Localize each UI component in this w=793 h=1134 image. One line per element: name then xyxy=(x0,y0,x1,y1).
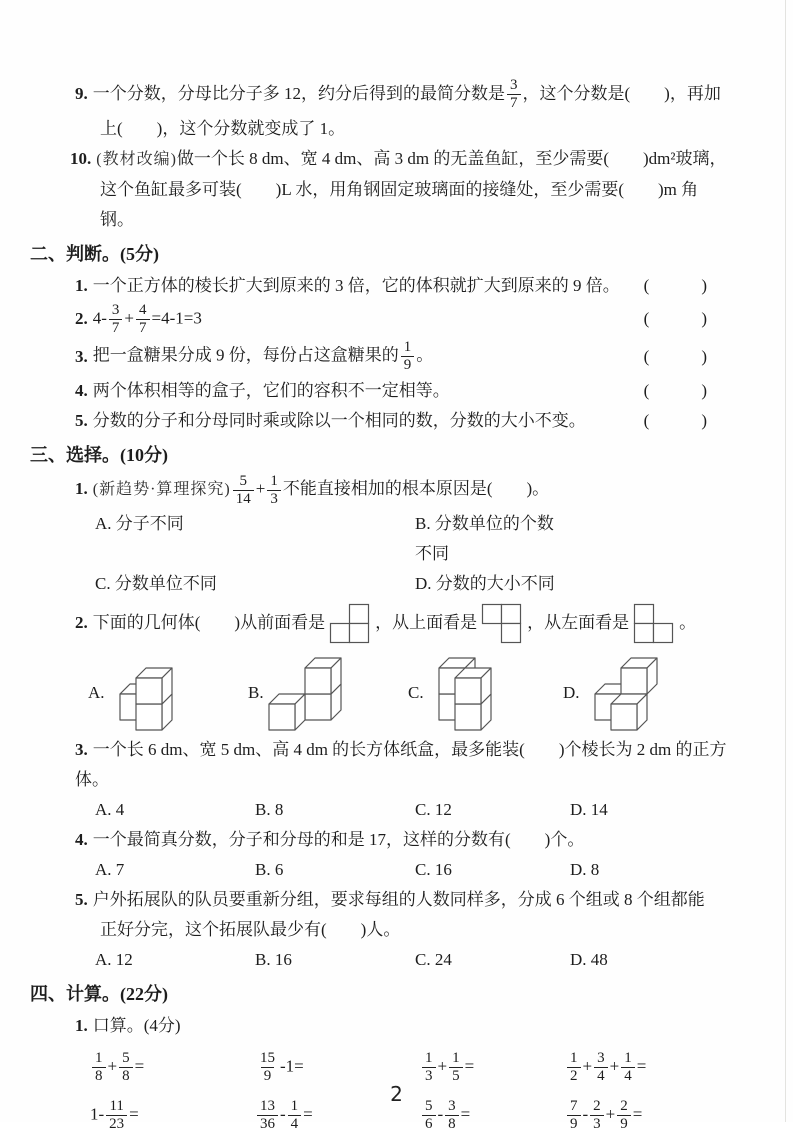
fraction: $\frac{1}{3}$ xyxy=(267,473,281,509)
choice-1-option-d: D. 分数的大小不同 xyxy=(415,569,570,599)
choice-4-options xyxy=(95,855,763,885)
fraction: $\frac{1}{4}$ xyxy=(621,1050,635,1086)
calc-sub-1-number: 1. xyxy=(75,1016,88,1035)
figure-a-label: A. xyxy=(88,683,105,703)
text-run: ，从上面看是 xyxy=(375,613,477,632)
choice-3-option-b: B. 8 xyxy=(255,795,415,825)
text-run: 这个鱼缸最多可装( )L 水，用角钢固定玻璃面的接缝处，至少需要( )m 角钢。 xyxy=(100,180,698,229)
question-10-line-1 xyxy=(70,144,731,175)
choice-3-options xyxy=(95,795,763,825)
choice-2-figure-a xyxy=(88,653,248,733)
choice-3-option-a: A. 4 xyxy=(95,795,255,825)
fraction: $\frac{3}{7}$ xyxy=(109,302,123,338)
choice-2-line xyxy=(75,603,731,645)
text-run: ，从左面看是 xyxy=(527,613,629,632)
figure-d-cubes-drawing xyxy=(583,653,663,733)
question-10-text xyxy=(96,149,726,168)
top-view-shape xyxy=(481,603,523,645)
fraction: $\frac{4}{7}$ xyxy=(136,302,150,338)
text-run: = xyxy=(129,1104,139,1123)
text-run: = xyxy=(303,1104,313,1123)
judge-item-1-text xyxy=(93,271,620,301)
section-calc-title: 四、计算。(22分) xyxy=(30,977,793,1011)
choice-5-text-1 xyxy=(93,890,705,909)
choice-1-options-row-1 xyxy=(95,509,763,569)
judge-item-4 xyxy=(75,376,713,406)
choice-1-option-a: A. 分子不同 xyxy=(95,509,255,569)
fraction: $\frac{5}{6}$ xyxy=(422,1098,436,1134)
text-run: = xyxy=(637,1057,647,1076)
judge-item-1-answer-blank: ( ) xyxy=(644,271,713,301)
judge-item-2-answer-blank: ( ) xyxy=(644,304,713,334)
fraction: $\frac{2}{9}$ xyxy=(617,1098,631,1134)
fraction: $\frac{5}{8}$ xyxy=(119,1050,133,1086)
front-view-shape xyxy=(329,603,371,645)
text-run: 不能直接相加的根本原因是( )。 xyxy=(283,479,549,498)
judge-item-2 xyxy=(75,301,713,339)
choice-5-line-2 xyxy=(100,915,731,945)
choice-4-number: 4. xyxy=(75,830,88,849)
choice-1-option-b: B. 分数单位的个数不同 xyxy=(415,509,570,569)
text-run: 一个最简真分数，分子和分母的和是 17，这样的分数有( )个。 xyxy=(93,830,585,849)
text-run: 正好分完，这个拓展队最少有( )人。 xyxy=(100,920,400,939)
choice-4-line xyxy=(75,825,731,855)
judge-item-4-number: 4. xyxy=(75,376,88,406)
fraction: $\frac{1}{8}$ xyxy=(92,1050,106,1086)
choice-4-option-c: C. 16 xyxy=(415,855,570,885)
judge-item-5-number: 5. xyxy=(75,406,88,436)
judge-item-3-answer-blank: ( ) xyxy=(644,342,713,372)
section-judge-title: 二、判断。(5分) xyxy=(30,237,793,271)
text-run: = xyxy=(461,1104,471,1123)
text-run: 做一个长 8 dm、宽 4 dm、高 3 dm 的无盖鱼缸，至少需要( )dm²玻璃， xyxy=(177,149,727,168)
mental-math-expr-2 xyxy=(255,1049,420,1087)
question-tag-hint: (新趋势·算理探究) xyxy=(93,481,231,498)
fraction: $\frac{13}{36}$ xyxy=(257,1098,278,1134)
question-9-line-2 xyxy=(100,114,731,144)
choice-5-option-c: C. 24 xyxy=(415,945,570,975)
text-run: 4- xyxy=(93,308,107,327)
question-10-number: 10. xyxy=(70,149,91,168)
section-choice-title: 三、选择。(10分) xyxy=(30,438,793,472)
figure-b-cubes-drawing xyxy=(267,653,347,733)
choice-4-option-d: D. 8 xyxy=(570,855,763,885)
fraction: $\frac{11}{23}$ xyxy=(106,1098,127,1134)
text-run: - xyxy=(438,1104,444,1123)
scan-edge-line xyxy=(785,0,786,1122)
choice-4-text xyxy=(93,830,585,849)
judge-item-3-number: 3. xyxy=(75,342,88,372)
fraction: $\frac{2}{3}$ xyxy=(590,1098,604,1134)
fraction: $\frac{15}{9}$ xyxy=(257,1050,278,1086)
choice-3-number: 3. xyxy=(75,740,88,759)
choice-5-line-1 xyxy=(75,885,731,915)
mental-math-expr-4 xyxy=(565,1049,763,1087)
choice-5-option-d: D. 48 xyxy=(570,945,763,975)
mental-math-expr-1 xyxy=(90,1049,255,1087)
judge-item-2-number: 2. xyxy=(75,304,88,334)
choice-2-figures xyxy=(88,653,793,733)
figure-c-cubes-drawing xyxy=(427,653,507,733)
choice-3-text xyxy=(75,740,726,789)
fraction: $\frac{3}{8}$ xyxy=(445,1098,459,1134)
choice-2-figure-c xyxy=(408,653,563,733)
text-run: + xyxy=(256,479,266,498)
text-run: - xyxy=(583,1104,589,1123)
judge-item-2-text xyxy=(93,301,202,339)
choice-5-options xyxy=(95,945,763,975)
choice-3-option-c: C. 12 xyxy=(415,795,570,825)
question-10-line-2 xyxy=(100,175,731,235)
figure-d-label: D. xyxy=(563,683,580,703)
choice-4-option-a: A. 7 xyxy=(95,855,255,885)
question-9-text xyxy=(93,84,721,103)
fraction: $\frac{1}{2}$ xyxy=(567,1050,581,1086)
choice-5-option-b: B. 16 xyxy=(255,945,415,975)
choice-2-number: 2. xyxy=(75,613,88,632)
judge-item-3-text xyxy=(93,338,434,376)
choice-2-figure-b xyxy=(248,653,408,733)
text-run: 。 xyxy=(679,613,696,632)
left-view-shape xyxy=(633,603,675,645)
fraction: $\frac{3}{4}$ xyxy=(594,1050,608,1086)
mental-math-row-1 xyxy=(90,1049,763,1087)
text-run: 一个长 6 dm、宽 5 dm、高 4 dm 的长方体纸盒，最多能装( )个棱长为 2 dm 的正方体。 xyxy=(75,740,726,789)
choice-1-line xyxy=(75,472,731,510)
text-run: 上( )，这个分数就变成了 1。 xyxy=(100,119,345,138)
text-run: + xyxy=(438,1057,448,1076)
text-run: - xyxy=(280,1104,286,1123)
text-run: ，这个分数是( )，再加 xyxy=(523,84,721,103)
fraction: $\frac{7}{9}$ xyxy=(567,1098,581,1134)
choice-3-line xyxy=(75,735,731,795)
choice-2-figure-d xyxy=(563,653,663,733)
judge-item-5-answer-blank: ( ) xyxy=(644,406,713,436)
text-run: 。 xyxy=(416,346,433,365)
calc-sub-1-heading xyxy=(75,1011,731,1041)
text-run: = xyxy=(135,1057,145,1076)
text-run: -1= xyxy=(280,1057,304,1076)
text-run: 一个正方体的棱长扩大到原来的 3 倍，它的体积就扩大到原来的 9 倍。 xyxy=(93,276,620,295)
fraction: $\frac{5}{14}$ xyxy=(233,473,254,509)
judge-item-3 xyxy=(75,338,713,376)
text-run: + xyxy=(124,308,134,327)
text-run: =4-1=3 xyxy=(152,308,202,327)
text-run: 下面的几何体( )从前面看是 xyxy=(93,613,325,632)
question-9-line-1 xyxy=(75,76,731,114)
judge-item-1 xyxy=(75,271,713,301)
fraction: $\frac{1}{4}$ xyxy=(288,1098,302,1134)
fraction: $\frac{1}{9}$ xyxy=(401,339,415,375)
choice-4-option-b: B. 6 xyxy=(255,855,415,885)
choice-3-option-d: D. 14 xyxy=(570,795,763,825)
figure-b-label: B. xyxy=(248,683,264,703)
figure-a-cubes-drawing xyxy=(108,653,188,733)
text-run: = xyxy=(633,1104,643,1123)
question-9-number: 9. xyxy=(75,84,88,103)
judge-item-4-answer-blank: ( ) xyxy=(644,376,713,406)
text-run: 把一盒糖果分成 9 份，每份占这盒糖果的 xyxy=(93,346,399,365)
text-run: 户外拓展队的队员要重新分组，要求每组的人数同样多，分成 6 个组或 8 个组都能 xyxy=(93,890,705,909)
text-run: + xyxy=(583,1057,593,1076)
judge-item-4-text xyxy=(93,376,450,406)
text-run: 一个分数，分母比分子多 12，约分后得到的最简分数是 xyxy=(93,84,505,103)
fraction: $\frac{3}{7}$ xyxy=(507,77,521,113)
text-run: 分数的分子和分母同时乘或除以一个相同的数，分数的大小不变。 xyxy=(93,411,586,430)
text-run: + xyxy=(606,1104,616,1123)
judge-item-1-number: 1. xyxy=(75,271,88,301)
choice-1-options-row-2 xyxy=(95,569,763,599)
judge-item-5-text xyxy=(93,406,586,436)
text-run: 1- xyxy=(90,1104,104,1123)
fraction: $\frac{1}{5}$ xyxy=(449,1050,463,1086)
calc-sub-1-text: 口算。(4分) xyxy=(93,1016,181,1035)
mental-math-expr-3 xyxy=(420,1049,565,1087)
judge-item-5 xyxy=(75,406,713,436)
choice-5-number: 5. xyxy=(75,890,88,909)
choice-1-option-c: C. 分数单位不同 xyxy=(95,569,255,599)
text-run: + xyxy=(610,1057,620,1076)
choice-1-text xyxy=(93,479,549,498)
choice-2-text xyxy=(93,613,696,632)
figure-c-label: C. xyxy=(408,683,424,703)
text-run: = xyxy=(465,1057,475,1076)
text-run: + xyxy=(108,1057,118,1076)
choice-1-number: 1. xyxy=(75,479,88,498)
question-tag-hint: (教材改编) xyxy=(96,151,177,168)
page-number: 2 xyxy=(0,1082,793,1106)
fraction: $\frac{1}{3}$ xyxy=(422,1050,436,1086)
choice-5-option-a: A. 12 xyxy=(95,945,255,975)
text-run: 两个体积相等的盒子，它们的容积不一定相等。 xyxy=(93,381,450,400)
